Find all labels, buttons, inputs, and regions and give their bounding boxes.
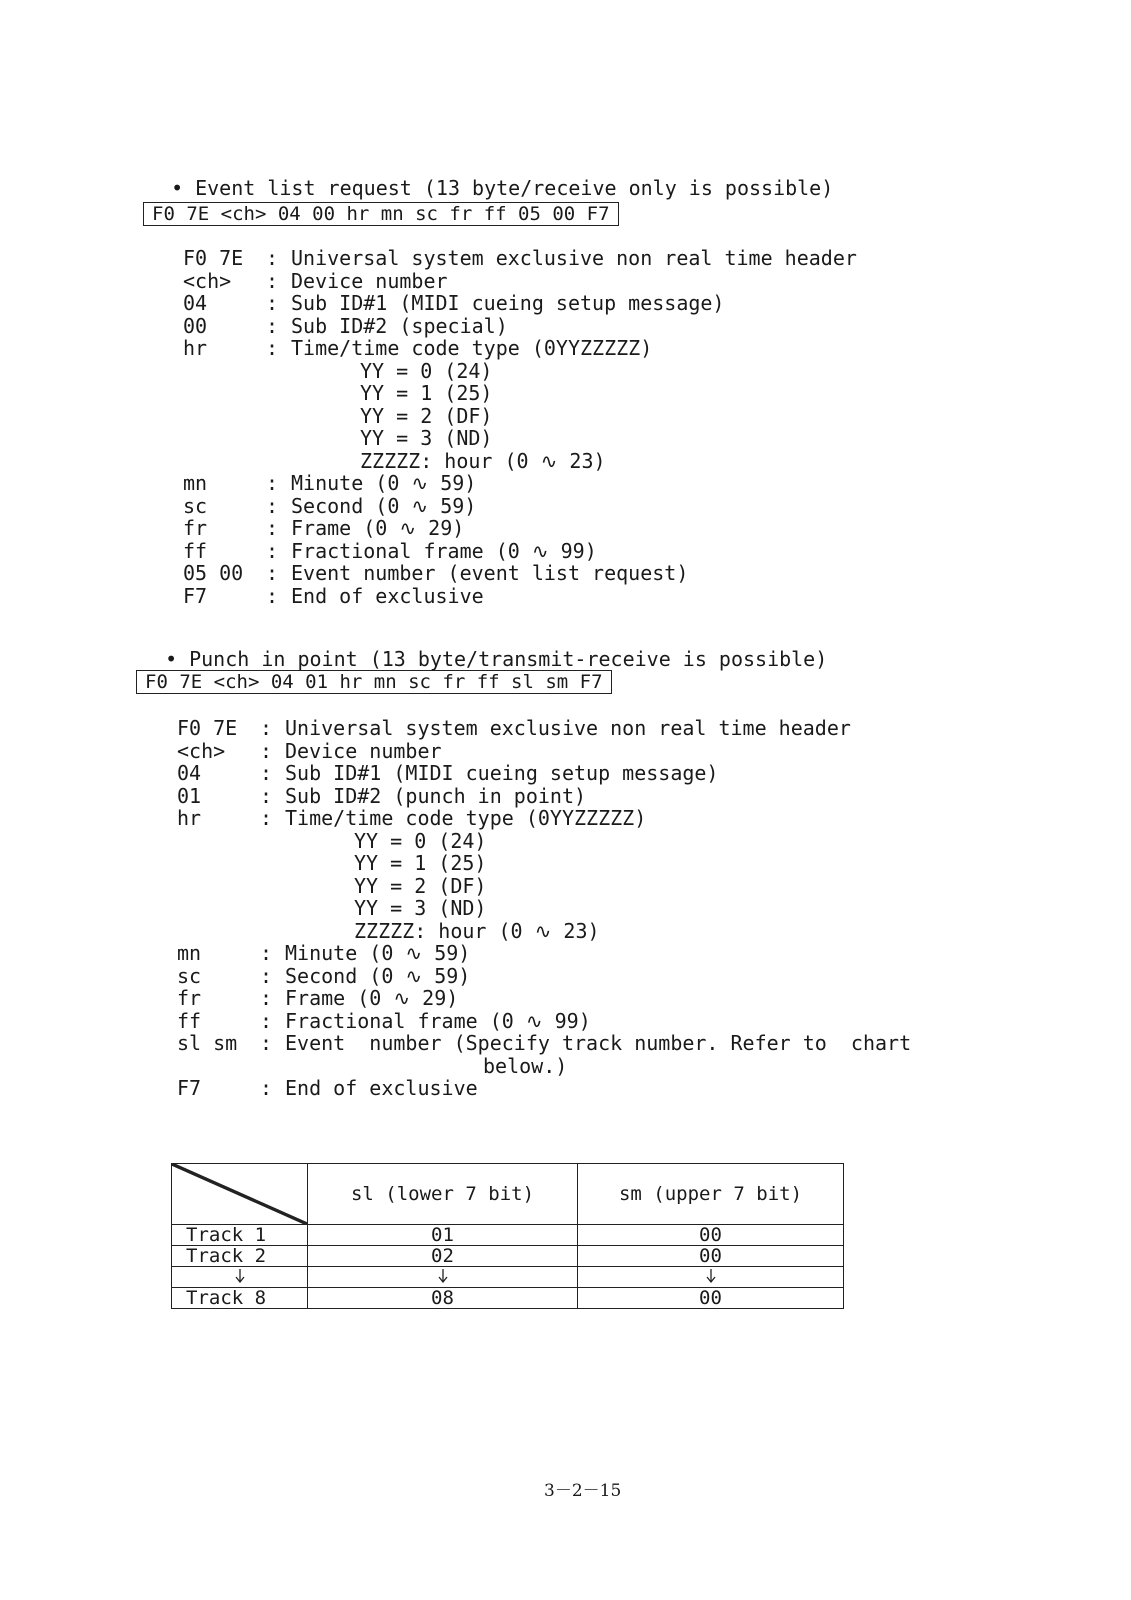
definition-sep: : <box>266 516 279 540</box>
definition-key: 00 <box>183 313 208 338</box>
bullet: • <box>171 176 184 200</box>
definition-desc: YY = 0 (24) <box>354 828 487 853</box>
definition-desc: Event number (Specify track number. Refer to chart <box>285 1031 912 1055</box>
definition-key: <ch> <box>177 738 226 763</box>
table-row <box>172 1288 844 1309</box>
definition-key: 05 00 <box>183 561 244 585</box>
definition-key: F7 <box>177 1076 202 1100</box>
definition-row <box>177 762 1107 785</box>
section-title-text: Punch in point (13 byte/transmit-receive is possible) <box>189 647 828 671</box>
definition-subrow <box>183 427 1083 450</box>
definition-key: F0 7E <box>177 716 238 740</box>
definition-sep: : <box>266 471 279 495</box>
sl-value: 02 <box>308 1246 578 1267</box>
sm-value: 00 <box>578 1246 844 1267</box>
sm-value: 00 <box>578 1225 844 1246</box>
definition-desc: ZZZZZ: hour (0 ∿ 23) <box>360 448 606 473</box>
definition-sep: : <box>260 783 273 808</box>
definition-desc: Sub ID#1 (MIDI cueing setup message) <box>291 291 725 315</box>
table-row <box>172 1225 844 1246</box>
page-number: 3－2－15 <box>544 1481 622 1501</box>
definition-subrow <box>183 450 1083 473</box>
definition-key: <ch> <box>183 268 232 293</box>
definition-sep: : <box>266 493 279 518</box>
definition-row <box>183 585 1083 608</box>
table-header-row <box>172 1164 844 1225</box>
definition-key: hr <box>183 336 208 360</box>
definition-key: sc <box>177 963 202 988</box>
table-corner-cell <box>172 1164 308 1225</box>
definition-row <box>177 740 1107 763</box>
definition-desc: Event number (event list request) <box>291 561 689 585</box>
track-label: Track 8 <box>172 1288 308 1309</box>
definition-sep: : <box>260 986 273 1010</box>
table-row <box>172 1246 844 1267</box>
definition-key: mn <box>177 941 202 965</box>
down-arrow-icon <box>308 1267 578 1288</box>
definition-row <box>177 785 1107 808</box>
definition-sep: : <box>266 538 279 563</box>
down-arrow-icon <box>578 1267 844 1288</box>
definition-key: fr <box>183 516 208 540</box>
definition-sep: : <box>260 963 273 988</box>
definition-subrow <box>177 920 1107 943</box>
definition-row <box>183 315 1083 338</box>
command-box: F0 7E <ch> 04 01 hr mn sc fr ff sl sm F7 <box>136 670 612 694</box>
definition-sep: : <box>266 313 279 338</box>
definition-subrow <box>183 382 1083 405</box>
table-row-ellipsis <box>172 1267 844 1288</box>
definition-row <box>177 717 1107 740</box>
definition-subrow <box>177 852 1107 875</box>
definition-desc: Minute (0 ∿ 59) <box>291 471 477 495</box>
definition-key: fr <box>177 986 202 1010</box>
definition-desc: Frame (0 ∿ 29) <box>285 986 459 1010</box>
command-box: F0 7E <ch> 04 00 hr mn sc fr ff 05 00 F7 <box>143 202 619 226</box>
definition-desc: Device number <box>285 738 442 763</box>
definition-key: ff <box>177 1008 202 1033</box>
definition-key: hr <box>177 806 202 830</box>
definition-desc: Minute (0 ∿ 59) <box>285 941 471 965</box>
definition-desc: End of exclusive <box>291 583 484 608</box>
definition-desc: YY = 2 (DF) <box>360 403 493 428</box>
definition-sep: : <box>260 1076 273 1100</box>
definition-row <box>177 1010 1107 1033</box>
definition-desc: Sub ID#2 (special) <box>291 313 508 338</box>
definition-row <box>183 472 1083 495</box>
definition-row <box>177 1077 1107 1100</box>
definition-desc: Frame (0 ∿ 29) <box>291 516 465 540</box>
definition-desc: Fractional frame (0 ∿ 99) <box>291 538 597 563</box>
definition-desc: End of exclusive <box>285 1076 478 1100</box>
section-title-event-list <box>147 152 833 200</box>
definition-desc: Sub ID#2 (punch in point) <box>285 783 587 808</box>
definition-key: mn <box>183 471 208 495</box>
definition-desc: YY = 1 (25) <box>360 381 493 405</box>
table-header-sm: sm (upper 7 bit) <box>578 1164 844 1225</box>
definition-desc: Fractional frame (0 ∿ 99) <box>285 1008 591 1033</box>
track-label: Track 2 <box>172 1246 308 1267</box>
definition-sep: : <box>266 291 279 315</box>
definition-desc: Sub ID#1 (MIDI cueing setup message) <box>285 761 719 785</box>
definition-row <box>183 337 1083 360</box>
definition-row <box>183 292 1083 315</box>
definition-row <box>177 807 1107 830</box>
section-title-punch-in <box>141 623 827 671</box>
definition-subrow <box>177 830 1107 853</box>
diagonal-line <box>172 1164 307 1224</box>
definition-key: 04 <box>183 291 208 315</box>
definition-key: sc <box>183 493 208 518</box>
definition-desc: Second (0 ∿ 59) <box>291 493 477 518</box>
definition-row <box>177 942 1107 965</box>
definition-row <box>183 495 1083 518</box>
definition-list-punch-in <box>177 717 1107 1100</box>
definition-sep: : <box>260 716 273 740</box>
definition-key: F0 7E <box>183 246 244 270</box>
definition-sep: : <box>266 561 279 585</box>
definition-row <box>177 1032 1107 1055</box>
track-label: Track 1 <box>172 1225 308 1246</box>
definition-key: sl sm <box>177 1031 238 1055</box>
definition-row <box>183 562 1083 585</box>
section-title-text: Event list request (13 byte/receive only is possible) <box>195 176 834 200</box>
definition-desc: Time/time code type (0YYZZZZZ) <box>285 806 647 830</box>
sl-value: 08 <box>308 1288 578 1309</box>
definition-sep: : <box>260 1008 273 1033</box>
definition-sep: : <box>260 941 273 965</box>
definition-row <box>183 270 1083 293</box>
sl-value: 01 <box>308 1225 578 1246</box>
definition-sep: : <box>260 806 273 830</box>
definition-desc: below.) <box>483 1053 568 1078</box>
definition-continuation <box>177 1055 1107 1078</box>
definition-desc: YY = 3 (ND) <box>354 896 487 920</box>
definition-desc: YY = 3 (ND) <box>360 426 493 450</box>
definition-key: ff <box>183 538 208 563</box>
track-table <box>171 1163 844 1309</box>
down-arrow-icon <box>172 1267 308 1288</box>
definition-list-event-list <box>183 247 1083 607</box>
definition-sep: : <box>266 336 279 360</box>
definition-desc: Universal system exclusive non real time header <box>285 716 851 740</box>
definition-desc: YY = 2 (DF) <box>354 873 487 898</box>
definition-desc: Device number <box>291 268 448 293</box>
definition-key: F7 <box>183 583 208 608</box>
definition-desc: Universal system exclusive non real time header <box>291 246 857 270</box>
bullet: • <box>165 647 178 671</box>
definition-sep: : <box>260 761 273 785</box>
table-header-sl: sl (lower 7 bit) <box>308 1164 578 1225</box>
sm-value: 00 <box>578 1288 844 1309</box>
definition-row <box>177 965 1107 988</box>
definition-sep: : <box>266 246 279 270</box>
definition-sep: : <box>260 738 273 763</box>
definition-desc: Time/time code type (0YYZZZZZ) <box>291 336 653 360</box>
definition-sep: : <box>266 583 279 608</box>
definition-sep: : <box>266 268 279 293</box>
definition-desc: Second (0 ∿ 59) <box>285 963 471 988</box>
definition-desc: YY = 1 (25) <box>354 851 487 875</box>
definition-row <box>183 540 1083 563</box>
definition-desc: YY = 0 (24) <box>360 358 493 383</box>
definition-subrow <box>177 897 1107 920</box>
definition-subrow <box>183 360 1083 383</box>
definition-desc: ZZZZZ: hour (0 ∿ 23) <box>354 918 600 943</box>
definition-key: 04 <box>177 761 202 785</box>
definition-subrow <box>183 405 1083 428</box>
definition-row <box>177 987 1107 1010</box>
definition-sep: : <box>260 1031 273 1055</box>
definition-row <box>183 247 1083 270</box>
definition-key: 01 <box>177 783 202 808</box>
definition-row <box>183 517 1083 540</box>
definition-subrow <box>177 875 1107 898</box>
